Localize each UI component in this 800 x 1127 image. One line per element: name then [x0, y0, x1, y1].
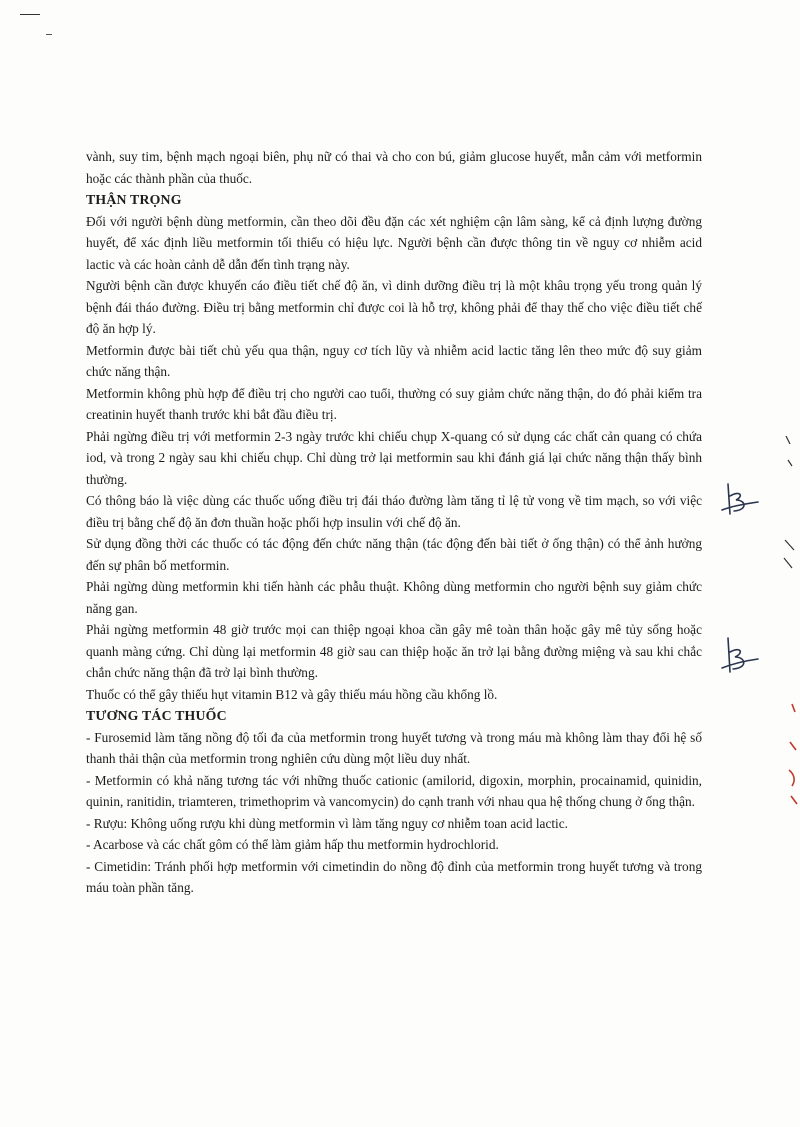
edge-pen-marks	[782, 430, 800, 580]
interaction-paragraph: - Furosemid làm tăng nồng độ tối đa của metformin trong huyết tương và trong máu mà không làm thay đổi hệ số thanh thải thận của metformin trong nghiên cứu dùng một liều duy nhất.	[86, 729, 702, 766]
precaution-paragraph: Có thông báo là việc dùng các thuốc uống điều trị đái tháo đường làm tăng tỉ lệ tử vong về tim mạch, so với việc điều trị bằng chế độ ăn đơn thuần hoặc phối hợp insulin với chế độ ăn.	[86, 493, 702, 530]
precaution-paragraph: Người bệnh cần được khuyến cáo điều tiết chế độ ăn, vì dinh dưỡng điều trị là một khâu trọng yếu trong quản lý bệnh đái tháo đường. Điều trị bằng metformin chỉ được coi là hỗ trợ, không phải để thay thế cho việc điều tiết chế độ ăn hợp lý.	[86, 278, 702, 336]
precaution-paragraph: Metformin được bài tiết chủ yếu qua thận, nguy cơ tích lũy và nhiễm acid lactic tăng lên theo mức độ suy giảm chức năng thận.	[86, 342, 702, 379]
initials-signature-mark	[716, 634, 762, 678]
precautions-heading: THẬN TRỌNG	[86, 192, 182, 207]
interactions-heading: TƯƠNG TÁC THUỐC	[86, 708, 227, 723]
precautions-section	[86, 189, 702, 705]
continuation-paragraph: vành, suy tim, bệnh mạch ngoại biên, phụ nữ có thai và cho con bú, giảm glucose huyết, mẫn cảm với metformin hoặc các thành phần của thuốc.	[86, 149, 702, 186]
precaution-paragraph: Metformin không phù hợp để điều trị cho người cao tuổi, thường có suy giảm chức năng thận, do đó phải kiểm tra creatinin huyết thanh trước khi bắt đầu điều trị.	[86, 385, 702, 422]
precaution-paragraph: Phải ngừng metformin 48 giờ trước mọi can thiệp ngoại khoa cần gây mê toàn thân hoặc gây mê tủy sống hoặc quanh màng cứng. Chỉ dùng lại metformin 48 giờ sau can thiệp hoặc ăn trở lại bằng đường miệng và sau khi chắc chắn chức năng thận đã trở lại bình thường.	[86, 622, 702, 680]
interactions-section	[86, 705, 702, 899]
precaution-paragraph: Sử dụng đồng thời các thuốc có tác động đến chức năng thận (tác động đến bài tiết ở ống thận) có thể ảnh hưởng đến sự phân bố metformin.	[86, 536, 702, 573]
precaution-paragraph: Phải ngừng điều trị với metformin 2-3 ngày trước khi chiếu chụp X-quang có sử dụng các chất cản quang có chứa iod, và trong 2 ngày sau khi chiếu chụp. Chỉ dùng trở lại metformin sau khi đánh giá lại chức năng thận thấy bình thường.	[86, 428, 702, 487]
precaution-paragraph: Phải ngừng dùng metformin khi tiến hành các phẫu thuật. Không dùng metformin cho người bệnh suy giảm chức năng gan.	[86, 579, 702, 616]
document-body	[86, 146, 702, 899]
initials-signature-mark	[718, 480, 762, 520]
edge-red-stamp	[786, 700, 800, 820]
precaution-paragraph: Đối với người bệnh dùng metformin, cần theo dõi đều đặn các xét nghiệm cận lâm sàng, kể cả định lượng đường huyết, để xác định liều metformin tối thiểu có hiệu lực. Người bệnh cần được thông tin về nguy cơ nhiễm acid lactic và các hoàn cảnh dễ dẫn đến tình trạng này.	[86, 213, 702, 272]
precaution-paragraph: Thuốc có thể gây thiếu hụt vitamin B12 và gây thiếu máu hồng cầu khổng lồ.	[86, 686, 498, 702]
scan-corner-tick	[46, 34, 52, 35]
interaction-paragraph: - Metformin có khả năng tương tác với những thuốc cationic (amilorid, digoxin, morphin, procainamid, quinidin, quinin, ranitidin, triamteren, trimethoprim và vancomycin) do cạnh tranh với nhau qua hệ thống chung ở ống thận.	[86, 772, 702, 809]
scan-corner-mark	[20, 14, 40, 15]
interaction-paragraph: - Acarbose và các chất gôm có thể làm giảm hấp thu metformin hydrochlorid.	[86, 837, 499, 852]
interaction-paragraph: - Cimetidin: Tránh phối hợp metformin với cimetindin do nồng độ đỉnh của metformin trong huyết tương và trong máu toàn phần tăng.	[86, 858, 702, 895]
interaction-paragraph: - Rượu: Không uống rượu khi dùng metformin vì làm tăng nguy cơ nhiễm toan acid lactic.	[86, 815, 568, 831]
